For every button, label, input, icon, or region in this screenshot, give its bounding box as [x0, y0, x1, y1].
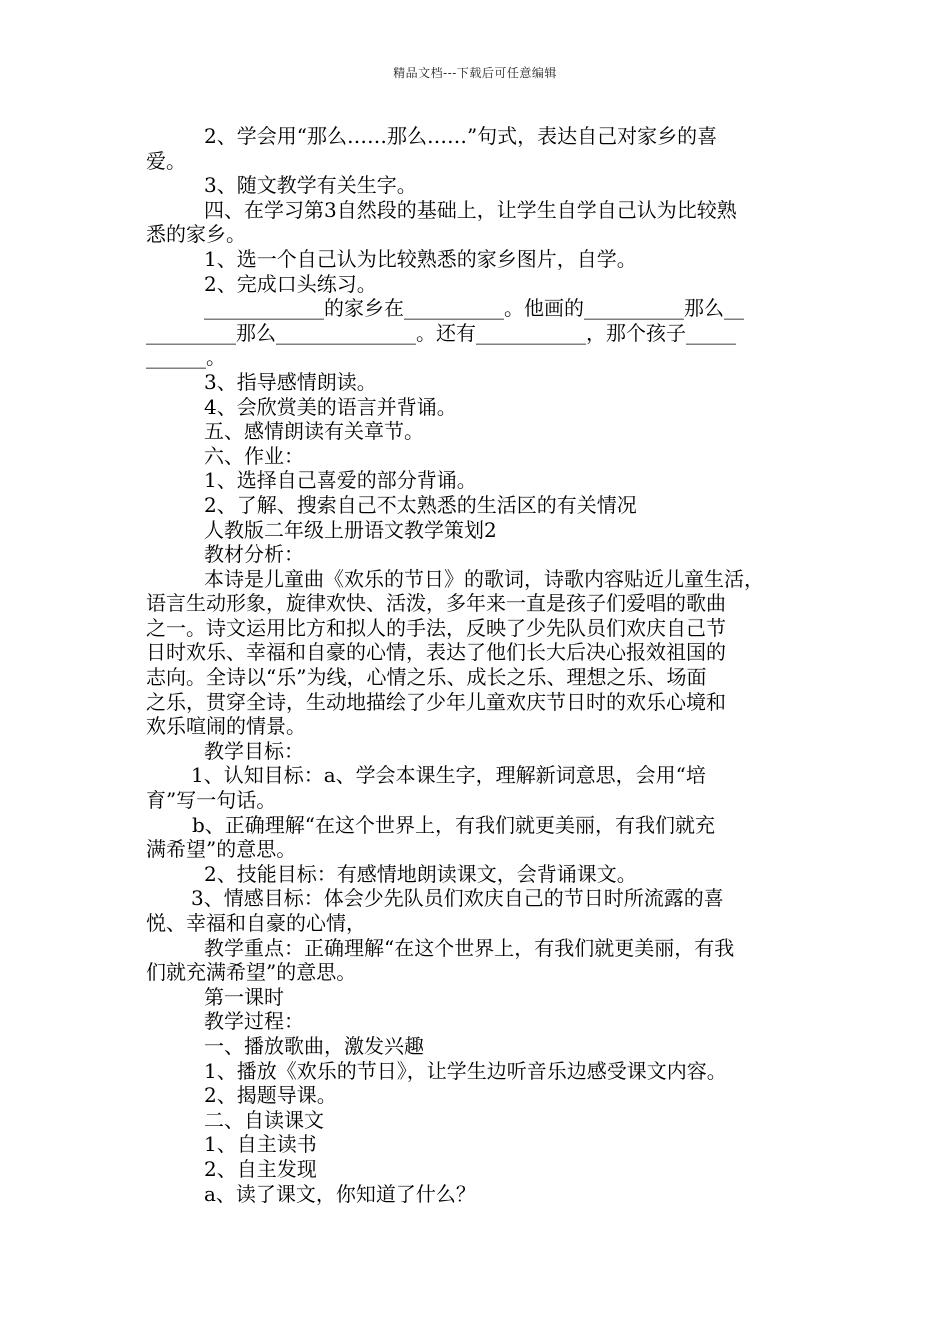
text-line: 2、揭题导课。	[204, 1083, 337, 1108]
page-header: 精品文档---下载后可任意编辑	[393, 66, 557, 80]
text-line: 二、自读课文	[204, 1107, 324, 1132]
text-line: 志向。全诗以“乐”为线，心情之乐、成长之乐、理想之乐、场面	[146, 665, 707, 690]
document-body	[146, 124, 808, 1206]
text-line: 教学过程：	[204, 1009, 304, 1034]
text-line: 本诗是儿童曲《欢乐的节日》的歌词，诗歌内容贴近儿童生活，	[204, 566, 764, 591]
text-line: 1、选择自己喜爱的部分背诵。	[204, 468, 477, 493]
text-line: _________那么______________。还有___________，那个孩子_____	[146, 320, 736, 345]
text-line: ____________的家乡在__________。他画的__________那么__	[204, 296, 744, 321]
text-line: 们就充满希望”的意思。	[146, 960, 357, 985]
text-line: 2、学会用“那么……那么……”句式，表达自己对家乡的喜	[204, 124, 718, 148]
text-line: 2、技能目标：有感情地朗读课文，会背诵课文。	[204, 861, 637, 886]
text-line: 悉的家乡。	[146, 222, 246, 247]
text-line: 2、了解、搜索自己不太熟悉的生活区的有关情况	[204, 492, 637, 517]
text-line: 1、播放《欢乐的节日》，让学生边听音乐边感受课文内容。	[204, 1058, 727, 1083]
text-line: 1、选一个自己认为比较熟悉的家乡图片，自学。	[204, 246, 637, 271]
text-line: 1、认知目标：a、学会本课生字，理解新词意思，会用“培	[191, 763, 706, 788]
text-line: ______。	[146, 345, 226, 370]
text-line: 六、作业：	[204, 443, 304, 468]
text-line: 五、感情朗读有关章节。	[204, 419, 424, 444]
text-line: 语言生动形象，旋律欢快、活泼，多年来一直是孩子们爱唱的歌曲	[146, 591, 726, 616]
text-line: 育”写一句话。	[146, 788, 277, 813]
text-line: 悦、幸福和自豪的心情，	[146, 911, 366, 935]
text-line: 3、指导感情朗读。	[204, 369, 377, 394]
text-line: 四、在学习第3自然段的基础上，让学生自学自己认为比较熟	[204, 197, 737, 222]
text-line: 2、自主发现	[204, 1156, 317, 1181]
text-line: 满希望”的意思。	[146, 837, 297, 862]
text-line: b、正确理解“在这个世界上，有我们就更美丽，有我们就充	[192, 812, 716, 837]
text-line: 欢乐喧闹的情景。	[146, 714, 306, 739]
text-line: 之一。诗文运用比方和拟人的手法，反映了少先队员们欢庆自己节	[146, 615, 726, 640]
text-line: a、读了课文，你知道了什么？	[204, 1181, 476, 1206]
text-line: 爱。	[146, 148, 186, 173]
text-line: 教材分析：	[204, 542, 304, 567]
text-line: 日时欢乐、幸福和自豪的心情，表达了他们长大后决心报效祖国的	[146, 640, 726, 665]
text-line: 4、会欣赏美的语言并背诵。	[204, 394, 457, 419]
text-line: 3、随文教学有关生字。	[204, 173, 417, 198]
text-line: 一、播放歌曲，激发兴趣	[204, 1033, 424, 1058]
text-line: 教学目标：	[204, 738, 304, 763]
text-line: 之乐，贯穿全诗，生动地描绘了少年儿童欢庆节日时的欢乐心境和	[146, 689, 726, 714]
text-line: 3、情感目标：体会少先队员们欢庆自己的节日时所流露的喜	[191, 886, 724, 911]
text-line: 教学重点：正确理解“在这个世界上，有我们就更美丽，有我	[204, 935, 735, 960]
text-line: 1、自主读书	[204, 1132, 317, 1157]
text-line: 第一课时	[204, 984, 284, 1009]
text-line: 2、完成口头练习。	[204, 271, 377, 296]
text-line: 人教版二年级上册语文教学策划2	[204, 517, 497, 542]
